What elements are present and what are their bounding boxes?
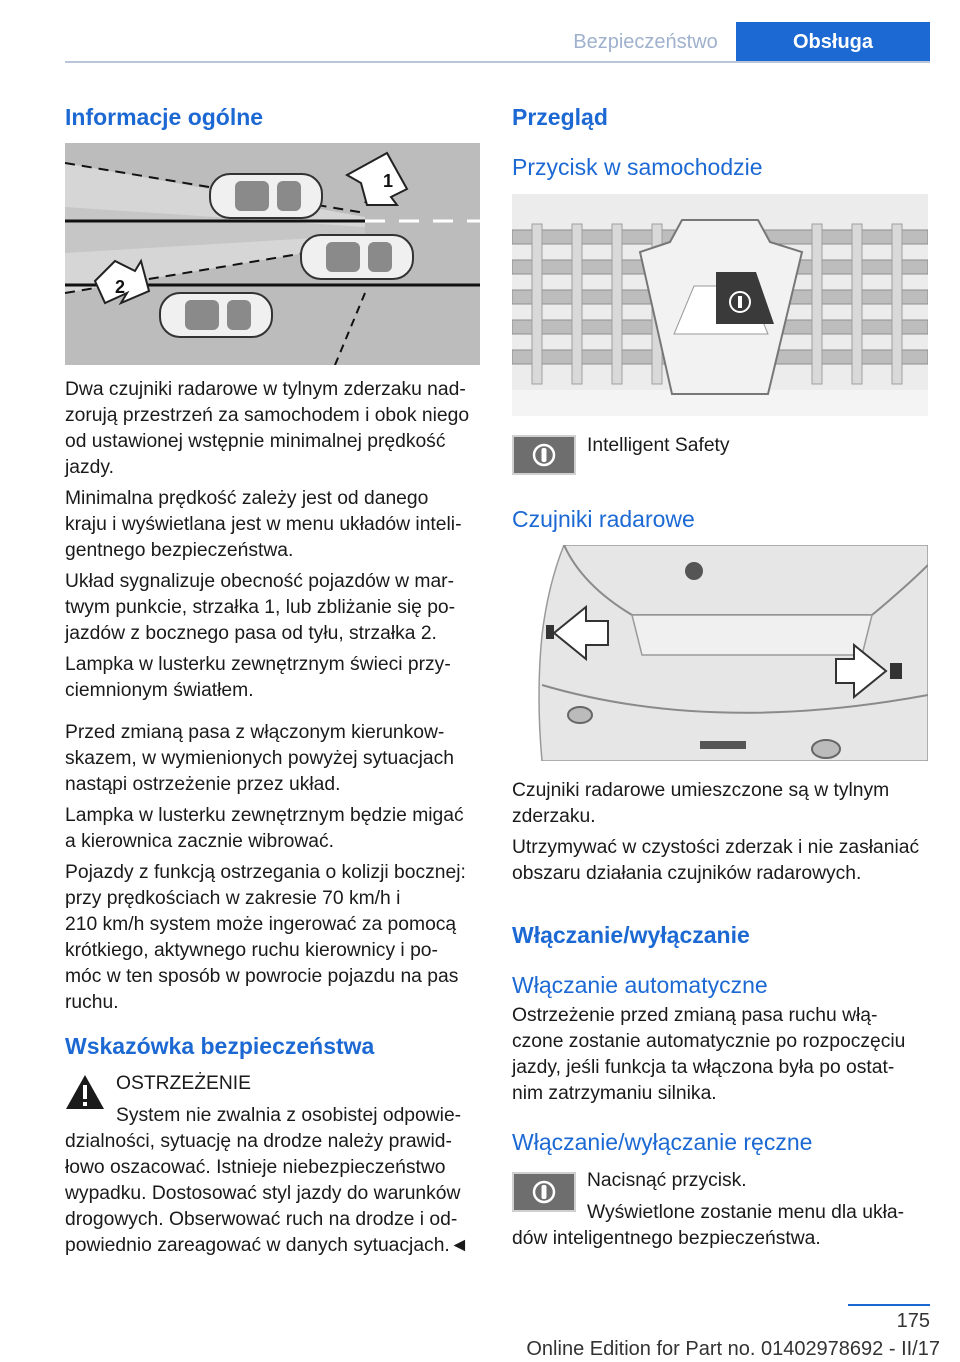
section-title-overview: Przegląd <box>512 104 608 130</box>
paragraph-line: Ostrzeżenie przed zmianą pasa ruchu włą- <box>512 1005 878 1026</box>
paragraph-line: móc w ten sposób w powrocie pojazdu na pas <box>65 966 459 987</box>
paragraph-line: Lampka w lusterku zewnętrznym świeci przy- <box>65 654 451 675</box>
arrow-2-label: 2 <box>115 277 126 297</box>
paragraph-line: Dwa czujniki radarowe w tylnym zderzaku nad- <box>65 379 466 400</box>
paragraph-line: kraju i wyświetlana jest w menu układów inteli- <box>65 514 462 535</box>
warning-text-line: dzialności, sytuację na drodze należy prawid- <box>65 1131 452 1152</box>
paragraph-line: a kierownica zacznie wibrować. <box>65 831 334 852</box>
subsection-title-radar: Czujniki radarowe <box>512 506 695 532</box>
logo-icon <box>685 562 703 580</box>
paragraph-line: Nacisnąć przycisk. <box>587 1170 747 1191</box>
subsection-title-manual: Włączanie/wyłączanie ręczne <box>512 1129 813 1155</box>
grille-illustration <box>512 194 928 416</box>
warning-text-line: łowo oszacować. Istnieje niebezpieczeństwo <box>65 1157 446 1178</box>
paragraph-line: zderzaku. <box>512 806 596 827</box>
rear-bumper-figure <box>512 545 928 761</box>
lane-diagram-illustration <box>65 143 480 365</box>
footer-divider <box>848 1304 930 1306</box>
paragraph-line: zorują przestrzeń za samochodem i obok niego <box>65 405 470 426</box>
subsection-title-button: Przycisk w samochodzie <box>512 154 763 180</box>
paragraph-line: ciemnionym światłem. <box>65 680 254 701</box>
paragraph-line: krótkiego, aktywnego ruchu kierownicy i po- <box>65 940 438 961</box>
paragraph-line: Lampka w lusterku zewnętrznym będzie migać <box>65 805 464 826</box>
section-title-general-info: Informacje ogólne <box>65 104 264 130</box>
warning-text-line: powiednio zareagować w danych sytuacjach.◄ <box>65 1235 469 1256</box>
paragraph-line: 210 km/h system może ingerować za pomocą <box>65 914 457 935</box>
intelligent-safety-icon <box>512 1172 576 1212</box>
paragraph-line: Utrzymywać w czystości zderzak i nie zasłaniać <box>512 837 920 858</box>
paragraph-line: obszaru działania czujników radarowych. <box>512 863 862 884</box>
header-active-tab[interactable]: Obsługa <box>736 22 930 62</box>
paragraph-line: ruchu. <box>65 992 119 1013</box>
arrow-1-label: 1 <box>383 171 394 191</box>
car-icon <box>160 293 272 337</box>
paragraph-line: Czujniki radarowe umieszczone są w tylnym <box>512 780 890 801</box>
warning-label: OSTRZEŻENIE <box>116 1073 251 1094</box>
warning-icon <box>65 1074 105 1115</box>
paragraph-line: Wyświetlone zostanie menu dla ukła- <box>587 1202 905 1223</box>
paragraph-line: Minimalna prędkość zależy jest od danego <box>65 488 429 509</box>
paragraph-line: jazdy, jeśli funkcja ta włączona była po ostat- <box>512 1057 895 1078</box>
subsection-title-auto: Włączanie automatyczne <box>512 972 768 998</box>
paragraph-line: przy prędkościach w zakresie 70 km/h i <box>65 888 401 909</box>
warning-text-line: wypadku. Dostosować styl jazdy do warunków <box>65 1183 461 1204</box>
paragraph-line: nim zatrzymaniu silnika. <box>512 1083 717 1104</box>
paragraph-line: gentnego bezpieczeństwa. <box>65 540 294 561</box>
page-footer <box>0 1296 960 1362</box>
paragraph-line: Przed zmianą pasa z włączonym kierunkow- <box>65 722 445 743</box>
car-icon <box>210 174 322 218</box>
paragraph-line: skazem, w wymienionych powyżej sytuacjach <box>65 748 454 769</box>
section-title-on-off: Włączanie/wyłączanie <box>512 922 750 948</box>
paragraph-line: Układ sygnalizuje obecność pojazdów w mar- <box>65 571 455 592</box>
header-divider <box>65 61 930 63</box>
paragraph-line: czone zostanie automatycznie po rozpoczęciu <box>512 1031 906 1052</box>
warning-text-line: drogowych. Obserwować ruch na drodze i od- <box>65 1209 458 1230</box>
paragraph-line: Pojazdy z funkcją ostrzegania o kolizji bocznej: <box>65 862 466 883</box>
edition-info: Online Edition for Part no. 01402978692 - II/17 <box>526 1338 940 1360</box>
page-number: 175 <box>896 1310 930 1332</box>
intelligent-safety-icon <box>512 435 576 475</box>
paragraph-line: nastąpi ostrzeżenie przez układ. <box>65 774 341 795</box>
header-section-tab[interactable]: Bezpieczeństwo <box>573 31 718 53</box>
paragraph-line: jazdów z bocznego pasa od tyłu, strzałka 2. <box>65 623 437 644</box>
rear-bumper-illustration <box>512 545 928 761</box>
warning-text-line: System nie zwalnia z osobistej odpowie- <box>116 1105 462 1126</box>
lane-diagram-figure <box>65 143 480 365</box>
paragraph-line: dów inteligentnego bezpieczeństwa. <box>512 1228 821 1249</box>
paragraph-line: jazdy. <box>65 457 114 478</box>
section-title-safety: Wskazówka bezpieczeństwa <box>65 1033 375 1059</box>
paragraph-line: od ustawionej wstępnie minimalnej prędkość <box>65 431 446 452</box>
icon-caption: Intelligent Safety <box>587 435 730 456</box>
car-icon <box>301 235 413 279</box>
paragraph-line: twym punkcie, strzałka 1, lub zbliżanie się po- <box>65 597 456 618</box>
grille-button-figure <box>512 194 928 416</box>
